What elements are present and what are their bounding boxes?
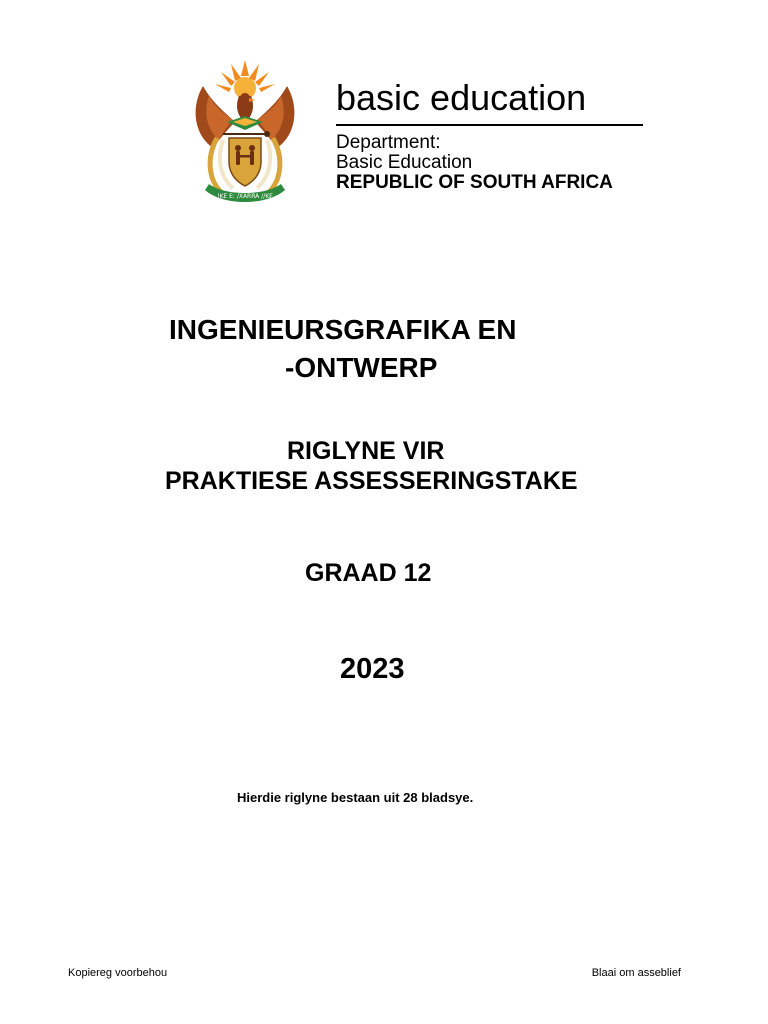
document-subtitle-line-2: PRAKTIESE ASSESSERINGSTAKE bbox=[165, 467, 578, 495]
footer-turn-over: Blaai om asseblief bbox=[591, 967, 681, 979]
brand-title: basic education bbox=[336, 77, 587, 118]
department-name: Basic Education bbox=[336, 152, 473, 173]
document-title-line-1: INGENIEURSGRAFIKA EN bbox=[169, 314, 517, 345]
brand-divider bbox=[336, 124, 643, 126]
country-name: REPUBLIC OF SOUTH AFRICA bbox=[336, 172, 613, 193]
document-subtitle-line-1: RIGLYNE VIR bbox=[287, 437, 445, 465]
year-label: 2023 bbox=[340, 653, 405, 685]
coat-of-arms-icon bbox=[183, 56, 308, 208]
footer-copyright: Kopiereg voorbehou bbox=[68, 967, 168, 979]
svg-text:!KE E: /XARRA //KE: !KE E: /XARRA //KE bbox=[217, 193, 273, 200]
document-title-line-2: -ONTWERP bbox=[285, 352, 438, 383]
department-label: Department: bbox=[336, 132, 441, 153]
grade-label: GRAAD 12 bbox=[305, 559, 432, 587]
department-logo bbox=[168, 48, 658, 216]
page-count-note: Hierdie riglyne bestaan uit 28 bladsye. bbox=[237, 790, 474, 805]
